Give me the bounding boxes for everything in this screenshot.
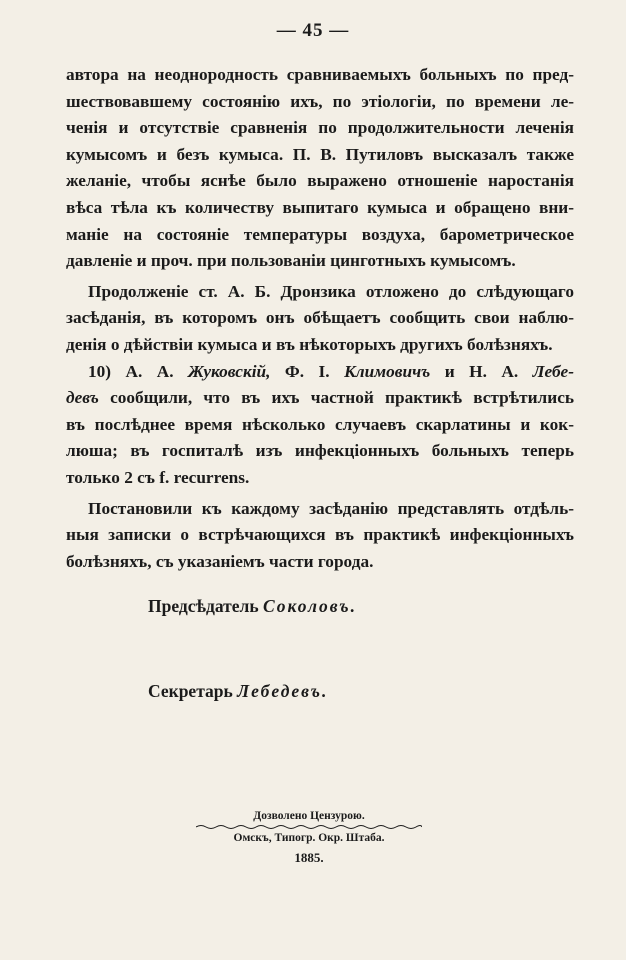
text-line: ченія и отсутствіе сравненія по продолжительности леченія xyxy=(66,118,574,138)
text-span: сообщили, что въ ихъ частной практикѣ встрѣтились xyxy=(110,388,575,408)
text-line xyxy=(66,385,574,412)
text-line: болѣзняхъ, съ указаніемъ части города. xyxy=(66,551,374,571)
text-line: люша; въ госпиталѣ изъ инфекціонныхъ больныхъ теперь xyxy=(66,441,574,461)
imprint xyxy=(196,808,422,866)
paragraph-4 xyxy=(66,496,574,576)
text-line: вѣса тѣла къ количеству выпитаго кумыса и обращено вни- xyxy=(66,197,574,217)
person-name: Климовичъ xyxy=(344,361,431,381)
text-line: автора на неоднородность сравниваемыхъ больныхъ по пред- xyxy=(66,65,574,84)
text-line: въ послѣднее время нѣсколько случаевъ скарлатины и кок- xyxy=(66,414,574,434)
text-line: только 2 съ f. recurrens. xyxy=(66,467,250,487)
person-name: Лебе- xyxy=(532,361,574,381)
text-line: засѣданія, въ которомъ онъ обѣщаетъ сообщить свои наблю- xyxy=(66,308,574,328)
text-line: кумысомъ и безъ кумыса. П. В. Путиловъ высказалъ также xyxy=(66,144,574,164)
paragraph-1 xyxy=(66,62,574,275)
secretary-title: Секретарь xyxy=(148,681,233,701)
chair-signature xyxy=(148,596,357,617)
text-line: шествовавшему состоянію ихъ, по этіологіи, по времени ле- xyxy=(66,91,574,111)
text-line: денія о дѣйствіи кумыса и въ нѣкоторыхъ другихъ болѣзняхъ. xyxy=(66,334,553,354)
imprint-year: 1885. xyxy=(294,850,324,865)
text-line: Постановили къ каждому засѣданію представлять отдѣль- xyxy=(88,498,574,518)
paragraph-2 xyxy=(66,279,574,359)
initials: Ф. І. xyxy=(284,361,330,381)
censor-line: Дозволено Цензурою. xyxy=(253,810,365,822)
paragraph-3 xyxy=(66,359,574,492)
chair-name: Соколовъ. xyxy=(262,596,357,616)
page-number: — 45 — xyxy=(276,20,350,41)
person-name: Жуковскій, xyxy=(188,361,271,381)
text-line: давленіе и проч. при пользованіи цинготныхъ кумысомъ. xyxy=(66,251,516,271)
text-line: желаніе, чтобы яснѣе было выражено отношеніе наростанія xyxy=(66,171,574,191)
printer-line: Омскъ, Типогр. Окр. Штаба. xyxy=(233,832,385,844)
chair-title: Предсѣдатель xyxy=(148,596,259,616)
text-line: маніе на состояніе температуры воздуха, барометрическое xyxy=(66,224,574,244)
secretary-name: Лебедевъ. xyxy=(237,681,329,701)
initials: и Н. А. xyxy=(444,361,519,381)
item-number: 10) А. А. xyxy=(88,361,174,381)
person-name: девъ xyxy=(66,388,99,408)
secretary-signature xyxy=(148,681,328,702)
text-line: Продолженіе ст. А. Б. Дронзика отложено до слѣдующаго xyxy=(88,281,574,301)
text-line xyxy=(66,359,574,386)
body-text xyxy=(66,62,574,575)
text-line: ныя записки о встрѣчающихся въ практикѣ инфекціонныхъ xyxy=(66,525,574,545)
